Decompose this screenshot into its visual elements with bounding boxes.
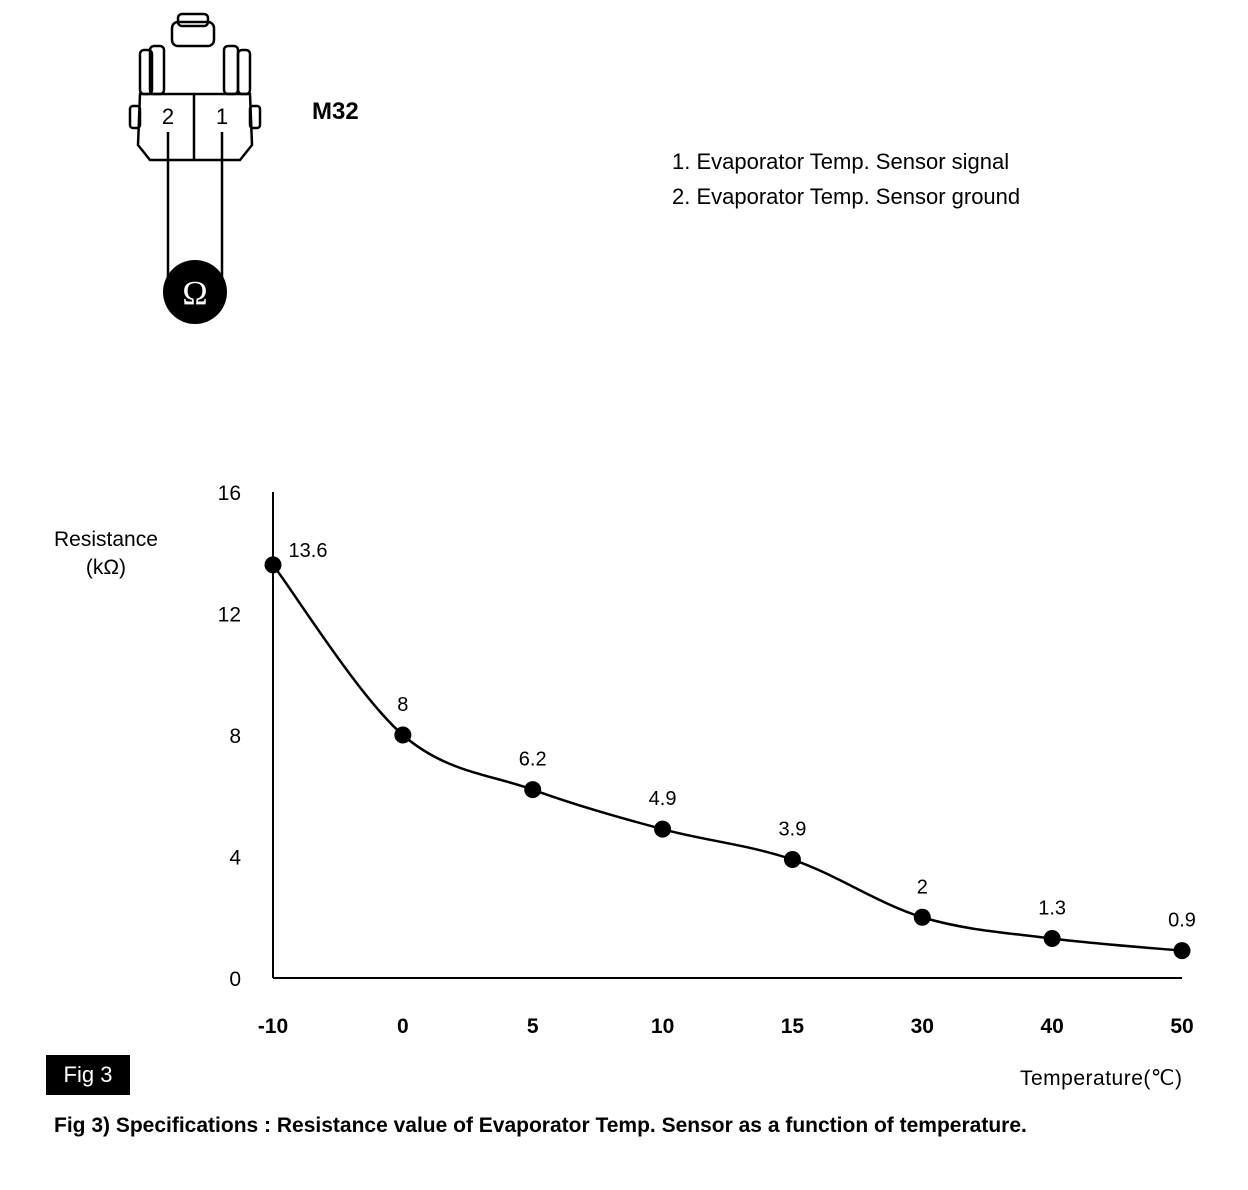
data-label: 4.9 bbox=[648, 788, 677, 811]
y-axis-label-unit: (kΩ) bbox=[85, 556, 127, 579]
figure-caption: Fig 3) Specifications : Resistance value of Evaporator Temp. Sensor as a function of temperature. bbox=[54, 1114, 1027, 1137]
y-tick-label: 0 bbox=[229, 968, 241, 991]
resistance-chart bbox=[0, 460, 1248, 1060]
data-label: 8 bbox=[397, 694, 409, 716]
y-tick-label: 16 bbox=[217, 482, 241, 505]
pin-number: 1 bbox=[215, 104, 229, 129]
figure-badge: Fig 3 bbox=[46, 1055, 130, 1095]
x-tick-label: 5 bbox=[526, 1015, 539, 1038]
connector-terminal bbox=[224, 46, 238, 94]
data-label: 6.2 bbox=[518, 748, 547, 771]
data-label: 0.9 bbox=[1168, 909, 1196, 932]
connector-terminal bbox=[238, 50, 250, 94]
series-line bbox=[273, 565, 1182, 951]
x-axis-label: Temperature(℃) bbox=[1020, 1067, 1183, 1090]
y-axis-label-line: Resistance bbox=[54, 528, 158, 551]
x-tick-label: 40 bbox=[1040, 1015, 1064, 1038]
data-point bbox=[654, 821, 671, 838]
ohm-symbol: Ω bbox=[182, 275, 208, 312]
y-tick-label: 4 bbox=[229, 846, 241, 870]
data-point bbox=[524, 781, 541, 798]
data-point bbox=[265, 556, 282, 573]
data-point bbox=[394, 727, 411, 744]
connector-name: M32 bbox=[312, 98, 359, 125]
data-label: 3.9 bbox=[778, 818, 807, 841]
x-tick-label: 50 bbox=[1170, 1015, 1194, 1038]
pin-description: 2. Evaporator Temp. Sensor ground bbox=[672, 184, 1021, 209]
data-label: 13.6 bbox=[288, 539, 328, 562]
pin-description-list bbox=[672, 144, 1020, 214]
x-tick-label: 10 bbox=[650, 1015, 675, 1038]
connector-diagram bbox=[120, 10, 280, 330]
data-label: 1.3 bbox=[1038, 897, 1067, 920]
x-tick-label: 0 bbox=[397, 1015, 409, 1038]
x-tick-label: 30 bbox=[910, 1015, 934, 1038]
data-point bbox=[784, 851, 801, 868]
data-point bbox=[1174, 942, 1191, 959]
x-tick-label: 15 bbox=[780, 1015, 805, 1038]
data-point bbox=[914, 909, 931, 926]
pin-number: 2 bbox=[161, 104, 175, 129]
y-tick-label: 12 bbox=[217, 603, 241, 627]
data-label: 2 bbox=[916, 876, 928, 899]
y-tick-label: 8 bbox=[229, 725, 241, 748]
x-tick-label: -10 bbox=[257, 1015, 289, 1038]
data-point bbox=[1044, 930, 1061, 947]
connector-latch-top bbox=[178, 14, 208, 26]
pin-description: 1. Evaporator Temp. Sensor signal bbox=[672, 149, 1010, 174]
